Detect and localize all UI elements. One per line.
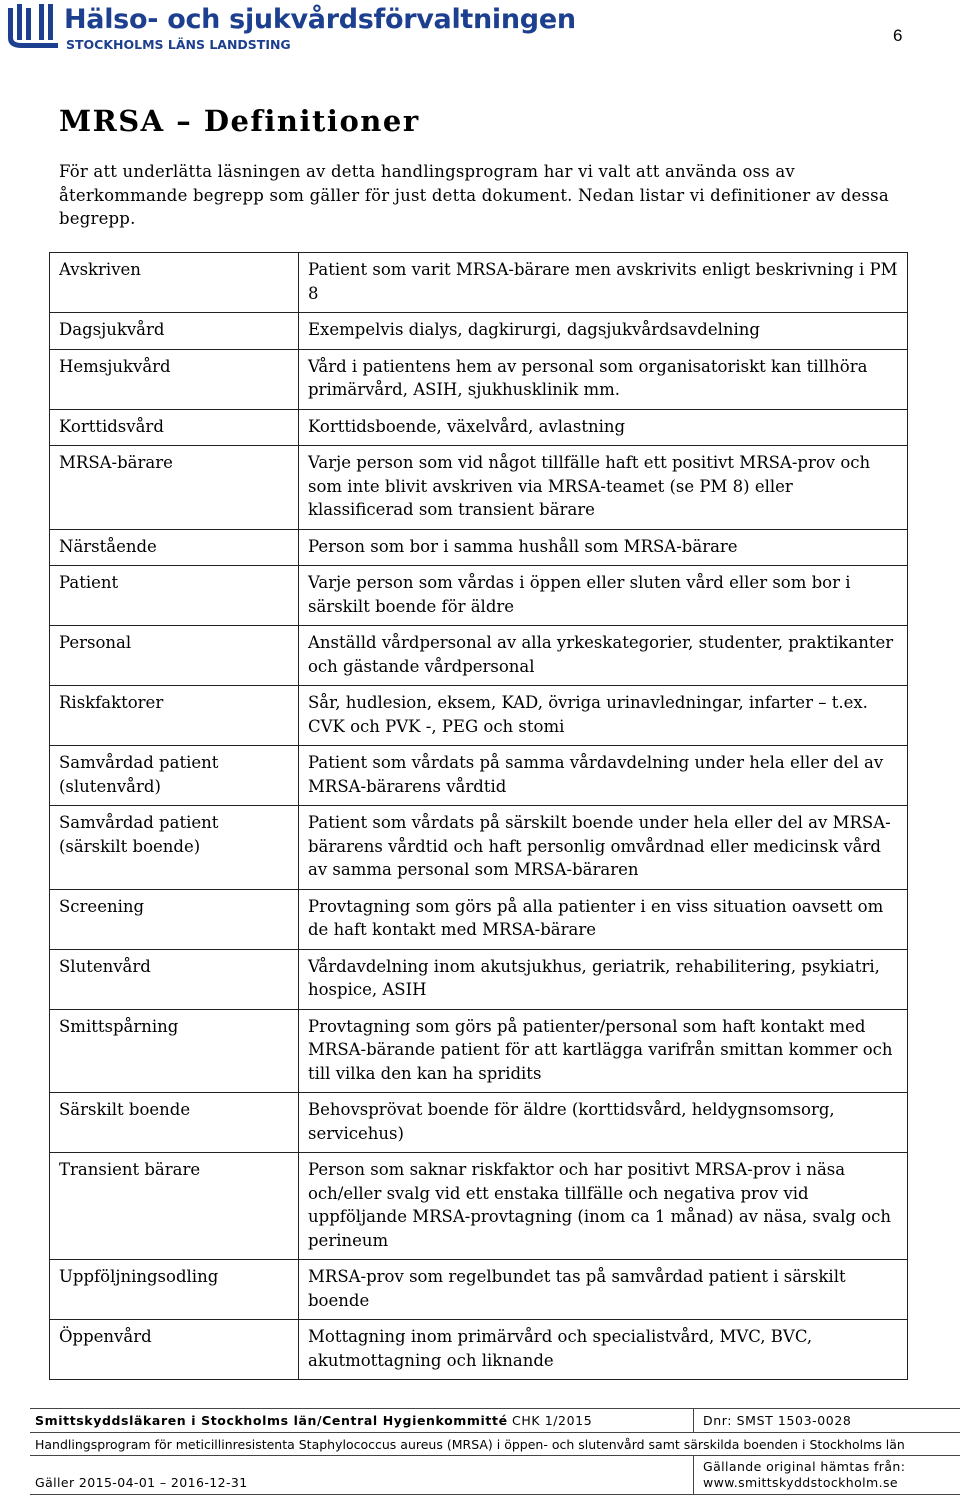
definition-term: Öppenvård xyxy=(50,1320,299,1380)
sll-logo-icon xyxy=(4,4,60,48)
definition-row xyxy=(50,446,908,530)
definition-term: Transient bärare xyxy=(50,1153,299,1260)
definition-term: Särskilt boende xyxy=(50,1093,299,1153)
definition-row xyxy=(50,1153,908,1260)
definition-text: Sår, hudlesion, eksem, KAD, övriga urinavledningar, infarter – t.ex. CVK och PVK -, PEG och stomi xyxy=(299,686,908,746)
definition-term: Slutenvård xyxy=(50,949,299,1009)
definition-text: Vårdavdelning inom akutsjukhus, geriatrik, rehabilitering, psykiatri, hospice, ASIH xyxy=(299,949,908,1009)
definition-row xyxy=(50,746,908,806)
definition-text: Behovsprövat boende för äldre (korttidsvård, heldygnsomsorg, servicehus) xyxy=(299,1093,908,1153)
definitions-table-body xyxy=(50,253,908,1380)
definition-row xyxy=(50,1260,908,1320)
definition-term: Screening xyxy=(50,889,299,949)
definition-text: Person som bor i samma hushåll som MRSA-bärare xyxy=(299,529,908,566)
org-name: Hälso- och sjukvårdsförvaltningen xyxy=(64,4,576,35)
definition-text: Patient som varit MRSA-bärare men avskrivits enligt beskrivning i PM 8 xyxy=(299,253,908,313)
definition-text: Provtagning som görs på alla patienter i en viss situation oavsett om de haft kontakt med MRSA-bärare xyxy=(299,889,908,949)
footer-validity: Gäller 2015-04-01 – 2016-12-31 xyxy=(35,1475,248,1490)
page-number: 6 xyxy=(893,26,903,45)
definition-row xyxy=(50,253,908,313)
page-title: MRSA – Definitioner xyxy=(59,104,420,138)
footer-program: Handlingsprogram för meticillinresistenta Staphylococcus aureus (MRSA) i öppen- och slutenvård samt särskilda boenden i Stockholms län xyxy=(35,1437,905,1452)
definition-row xyxy=(50,626,908,686)
definition-text: Provtagning som görs på patienter/personal som haft kontakt med MRSA-bärande patient för att kartlägga varifrån smittan kommer och till vilka den kan ha spridits xyxy=(299,1009,908,1093)
intro-paragraph: För att underlätta läsningen av detta handlingsprogram har vi valt att använda oss av återkommande begrepp som gäller för just detta dokument. Nedan listar vi definitioner av dessa begrepp. xyxy=(59,162,889,228)
definition-row xyxy=(50,409,908,446)
definition-text: Vård i patientens hem av personal som organisatoriskt kan tillhöra primärvård, ASIH, sjukhusklinik mm. xyxy=(299,349,908,409)
definition-row xyxy=(50,1009,908,1093)
definition-row xyxy=(50,313,908,350)
footer-dnr: Dnr: SMST 1503-0028 xyxy=(703,1413,852,1428)
definition-term: Riskfaktorer xyxy=(50,686,299,746)
definition-row xyxy=(50,1320,908,1380)
footer-row-program xyxy=(30,1432,960,1455)
definition-term: Hemsjukvård xyxy=(50,349,299,409)
footer-author: Smittskyddsläkaren i Stockholms län/Central Hygienkommitté xyxy=(35,1413,508,1428)
org-subtitle: STOCKHOLMS LÄNS LANDSTING xyxy=(66,37,291,52)
definition-row xyxy=(50,889,908,949)
definition-term: Patient xyxy=(50,566,299,626)
definition-text: Person som saknar riskfaktor och har positivt MRSA-prov i näsa och/eller svalg vid ett enstaka tillfälle och negativa prov vid uppföljande MRSA-provtagning (inom ca 1 månad) av näsa, svalg och perineum xyxy=(299,1153,908,1260)
definition-term: Dagsjukvård xyxy=(50,313,299,350)
footer-divider xyxy=(693,1409,694,1432)
definition-row xyxy=(50,949,908,1009)
definition-term: Samvårdad patient (slutenvård) xyxy=(50,746,299,806)
definition-row xyxy=(50,686,908,746)
definition-term: Närstående xyxy=(50,529,299,566)
definition-text: Exempelvis dialys, dagkirurgi, dagsjukvårdsavdelning xyxy=(299,313,908,350)
definition-term: Uppföljningsodling xyxy=(50,1260,299,1320)
definitions-table xyxy=(49,252,908,1380)
definition-text: Mottagning inom primärvård och specialistvård, MVC, BVC, akutmottagning och liknande xyxy=(299,1320,908,1380)
footer-row-validity xyxy=(30,1455,960,1495)
footer-divider xyxy=(693,1456,694,1494)
definition-term: MRSA-bärare xyxy=(50,446,299,530)
definition-row xyxy=(50,566,908,626)
definition-term: Personal xyxy=(50,626,299,686)
footer-chk: CHK 1/2015 xyxy=(512,1413,593,1428)
definition-term: Korttidsvård xyxy=(50,409,299,446)
definition-term: Smittspårning xyxy=(50,1009,299,1093)
definition-text: Patient som vårdats på samma vårdavdelning under hela eller del av MRSA-bärarens vårdtid xyxy=(299,746,908,806)
page-header xyxy=(0,0,960,60)
definition-row xyxy=(50,529,908,566)
footer-row-author xyxy=(30,1408,960,1432)
definition-row xyxy=(50,349,908,409)
definition-text: MRSA-prov som regelbundet tas på samvårdad patient i särskilt boende xyxy=(299,1260,908,1320)
footer-source-label: Gällande original hämtas från: xyxy=(703,1459,906,1474)
definition-text: Varje person som vårdas i öppen eller sluten vård eller som bor i särskilt boende för äldre xyxy=(299,566,908,626)
definition-text: Patient som vårdats på särskilt boende under hela eller del av MRSA-bärarens vårdtid och haft personlig omvårdnad eller medicinsk vård av samma personal som MRSA-bäraren xyxy=(299,806,908,890)
definition-text: Korttidsboende, växelvård, avlastning xyxy=(299,409,908,446)
page-footer xyxy=(30,1408,960,1495)
definition-row xyxy=(50,1093,908,1153)
definition-term: Avskriven xyxy=(50,253,299,313)
definition-text: Varje person som vid något tillfälle haft ett positivt MRSA-prov och som inte blivit avskriven via MRSA-teamet (se PM 8) eller klassificerad som transient bärare xyxy=(299,446,908,530)
definition-text: Anställd vårdpersonal av alla yrkeskategorier, studenter, praktikanter och gästande vårdpersonal xyxy=(299,626,908,686)
definition-row xyxy=(50,806,908,890)
footer-source-url: www.smittskyddstockholm.se xyxy=(703,1475,899,1490)
definition-term: Samvårdad patient (särskilt boende) xyxy=(50,806,299,890)
